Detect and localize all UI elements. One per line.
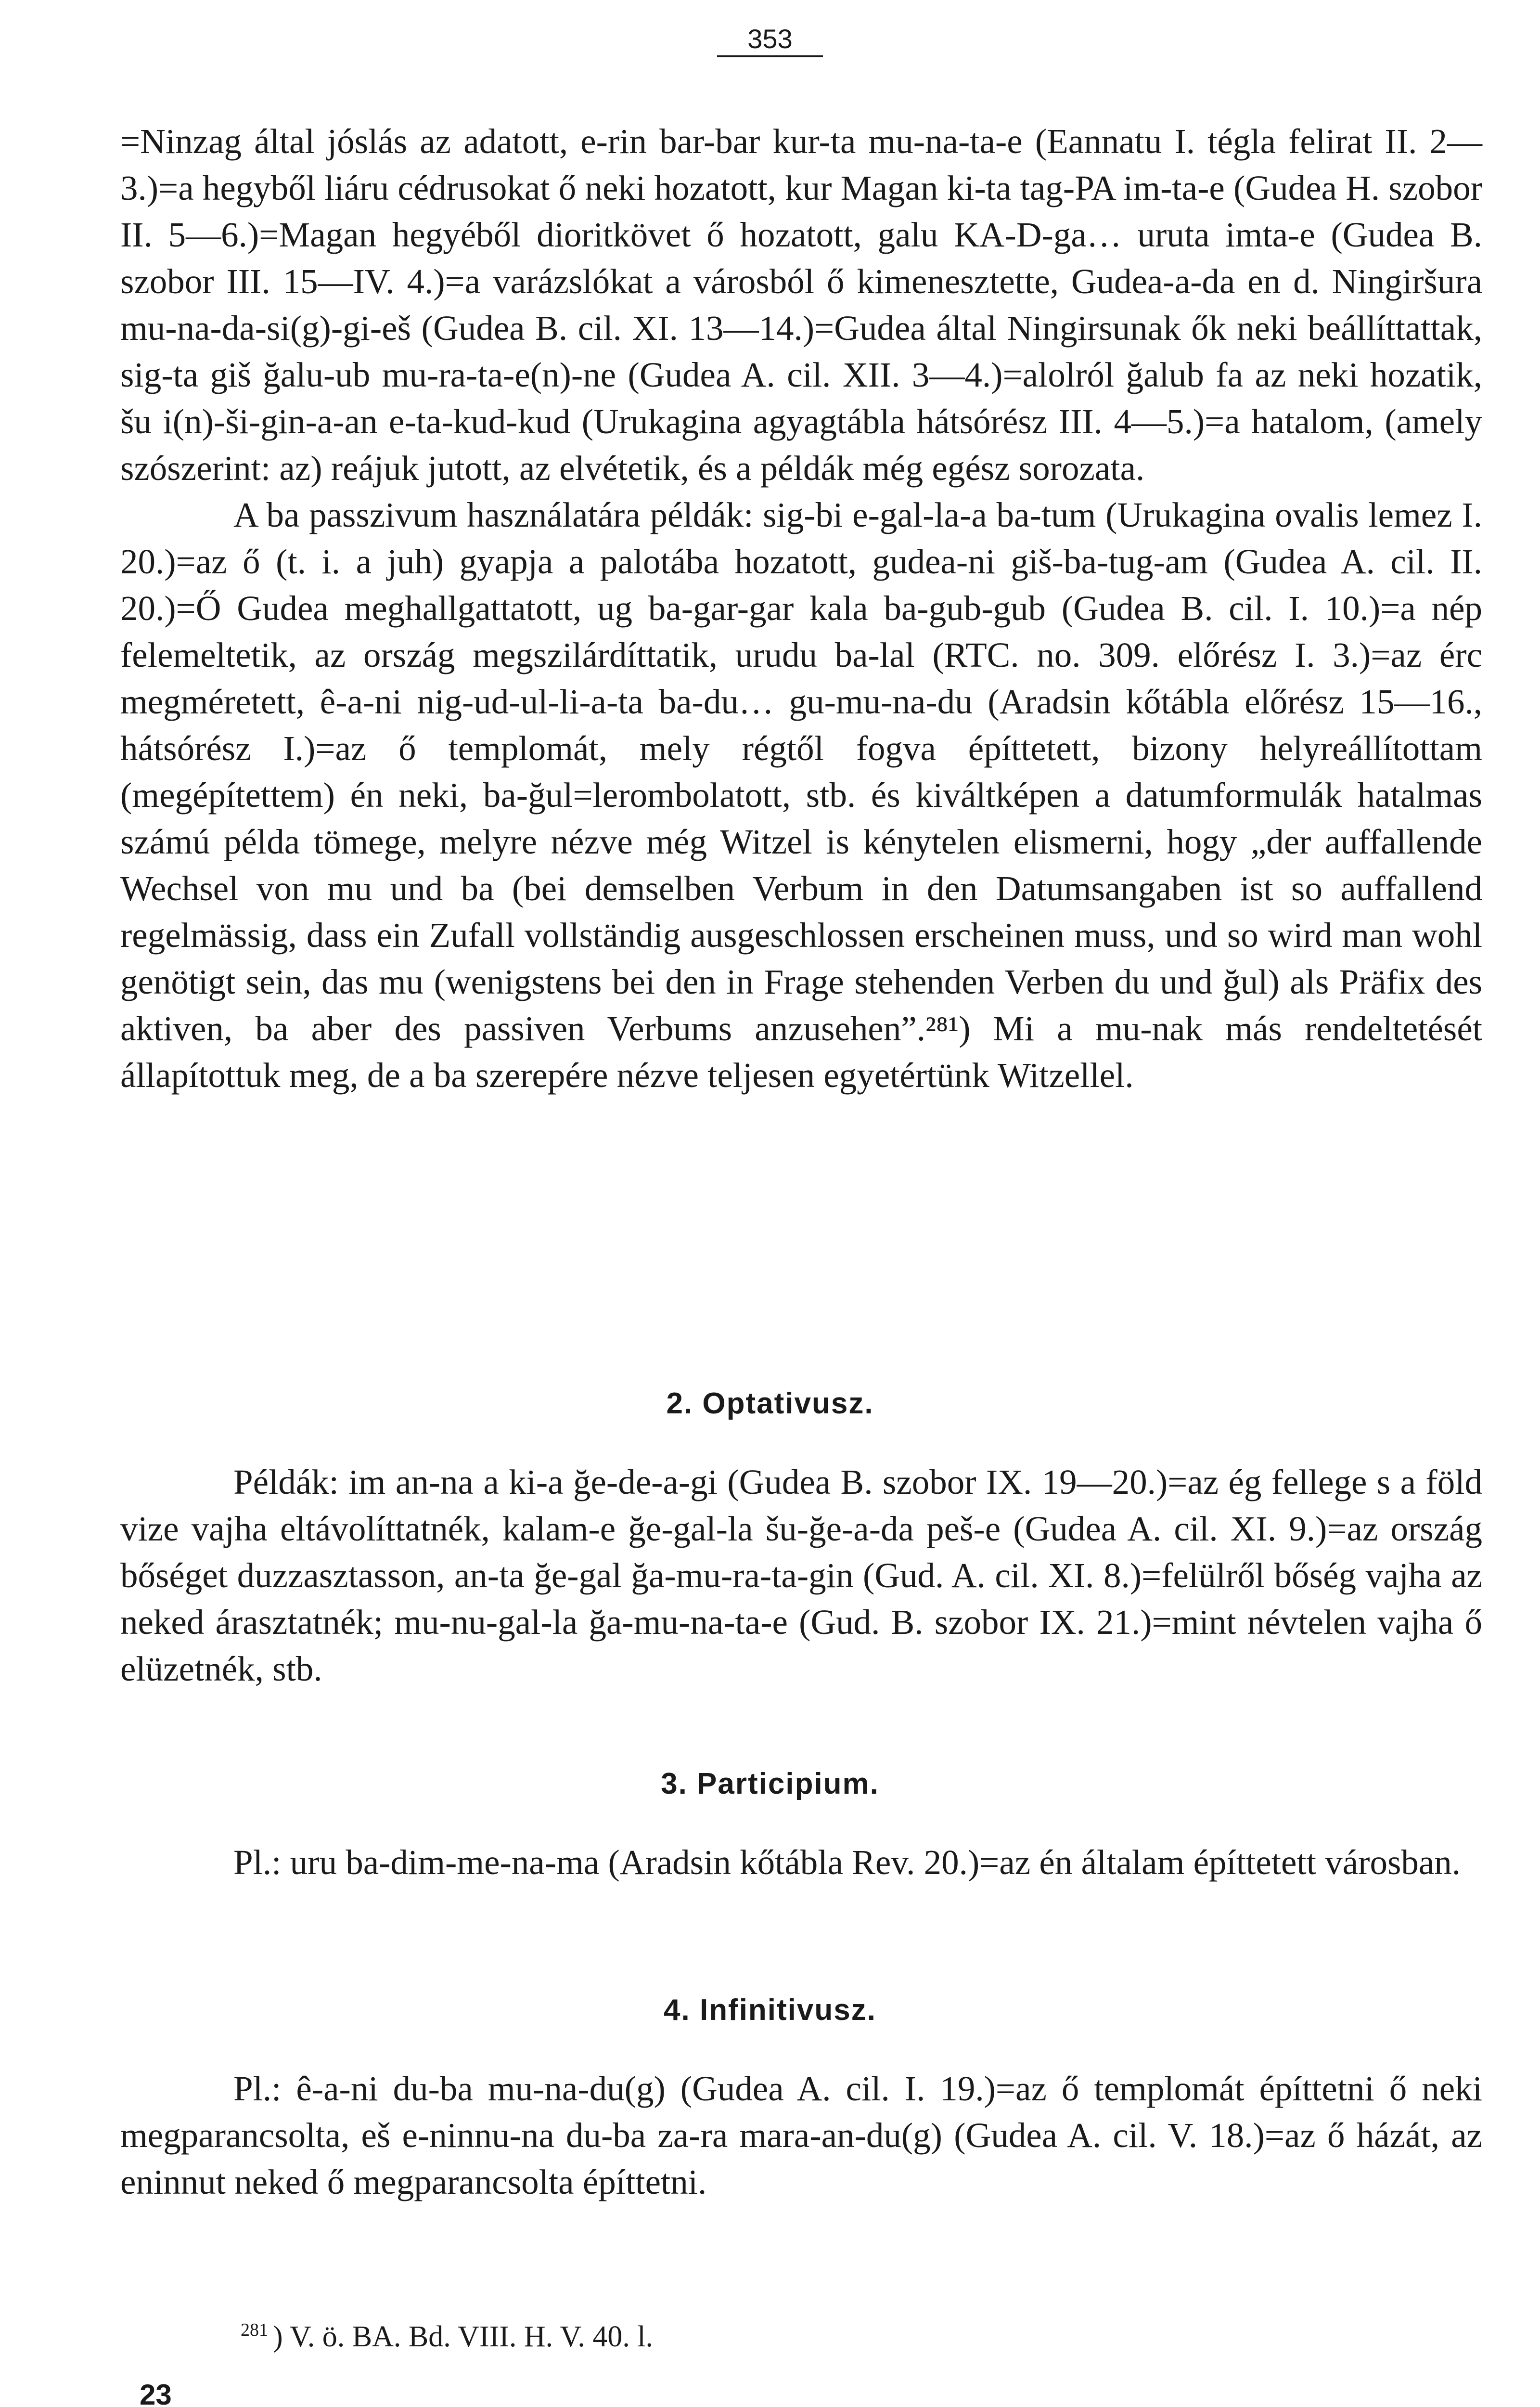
paragraph-mu-prefix-examples: =Ninzag által jóslás az adatott, e-rin bar-bar kur-ta mu-na-ta-e (Eannatu I. tégla felirat II. 2—3.)=a hegyből liáru cédrusokat ő neki hozatott, kur Magan ki-ta tag-PA im-ta-e (Gudea H. szobor II. 5—6.)=Magan hegyéből dioritkövet ő hozatott, galu KA-D-ga… uruta imta-e (Gudea B. szobor III. 15—IV. 4.)=a varázslókat a városból ő kimenesztette, Gudea-a-da en d. Ningiršura mu-na-da-si(g)-gi-eš (Gudea B. cil. XI. 13—14.)=Gudea által Ningirsunak ők neki beállíttattak, sig-ta giš ğalu-ub mu-ra-ta-e(n)-ne (Gudea A. cil. XII. 3—4.)=alolról ğalub fa az neki hozatik, šu i(n)-ši-gin-a-an e-ta-kud-kud (Urukagina agyagtábla hátsórész III. 4—5.)=a hatalom, (amely szószerint: az) reájuk jutott, az elvétetik, és a példák még egész sorozata. [120,122,1482,488]
heading-participium: 3. Participium. [661,1767,879,1800]
paragraph-ba-passive-examples: A ba passzivum használatára példák: sig-bi e-gal-la-a ba-tum (Urukagina ovalis lemez I. 20.)=az ő (t. i. a juh) gyapja a palotába hozatott, gudea-ni giš-ba-tug-am (Gudea A. cil. II. 20.)=Ő Gudea meghallgattatott, ug ba-gar-gar kala ba-gub-gub (Gudea B. cil. I. 10.)=a nép felemeltetik, az ország megszilárdíttatik, urudu ba-lal (RTC. no. 309. előrész I. 3.)=az érc megméretett, ê-a-ni nig-ud-ul-li-a-ta ba-du… gu-mu-na-du (Aradsin kőtábla előrész 15—16., hátsórész I.)=az ő templomát, mely régtől fogva építtetett, bizony helyreállítottam (megépítettem) én neki, ba-ğul=lerombolatott, stb. és kiváltképen a datumformulák hatalmas számú példa tömege, melyre nézve még Witzel is kénytelen elismerni, hogy „der auffallende Wechsel von mu und ba (bei demselben Verbum in den Datumsangaben ist so auffallend regelmässig, dass ein Zufall vollständig ausgeschlossen erscheinen muss, und so wird man wohl genötigt sein, das mu (wenigstens bei den in Frage stehenden Verben du und ğul) als Präfix des aktiven, ba aber des passiven Verbums anzusehen”.²⁸¹) Mi a mu-nak más rendeltetését állapítottuk meg, de a ba szerepére nézve teljesen egyetértünk Witzellel. [120,495,1482,1095]
paragraph-optativusz: Példák: im an-na a ki-a ğe-de-a-gi (Gudea B. szobor IX. 19—20.)=az ég fellege s a föld vize vajha eltávolíttatnék, kalam-e ğe-gal-la šu-ğe-a-da peš-e (Gudea A. cil. XI. 9.)=az ország bőséget duzzasztasson, an-ta ğe-gal ğa-mu-ra-ta-gin (Gud. A. cil. XI. 8.)=felülről bőség vajha az neked árasztatnék; mu-nu-gal-la ğa-mu-na-ta-e (Gud. B. szobor IX. 21.)=mint névtelen vajha ő elüzetnék, stb. [120,1462,1482,1688]
footnote-text: ) V. ö. BA. Bd. VIII. H. V. 40. l. [273,2320,654,2353]
page-number: 353 [693,23,847,57]
main-text [120,118,1482,1099]
footnote-281 [241,2311,653,2356]
section-participium [120,1839,1482,1886]
heading-optativusz: 2. Optativusz. [666,1387,874,1420]
heading-infinitivusz: 4. Infinitivusz. [664,1993,876,2027]
printer-signature-mark: 23 [140,2379,172,2407]
paragraph-infinitivusz: Pl.: ê-a-ni du-ba mu-na-du(g) (Gudea A. cil. I. 19.)=az ő templomát építtetni ő neki megparancsolta, eš e-ninnu-na du-ba za-ra mara-an-du(g) (Gudea A. cil. V. 18.)=az ő házát, az eninnut neked ő megparancsolta építtetni. [120,2069,1482,2201]
section-optativusz [120,1459,1482,1692]
footnote-marker: 281 [241,2320,268,2340]
section-infinitivusz [120,2065,1482,2205]
paragraph-participium: Pl.: uru ba-dim-me-na-ma (Aradsin kőtábla Rev. 20.)=az én általam építtetett városban. [233,1843,1461,1882]
